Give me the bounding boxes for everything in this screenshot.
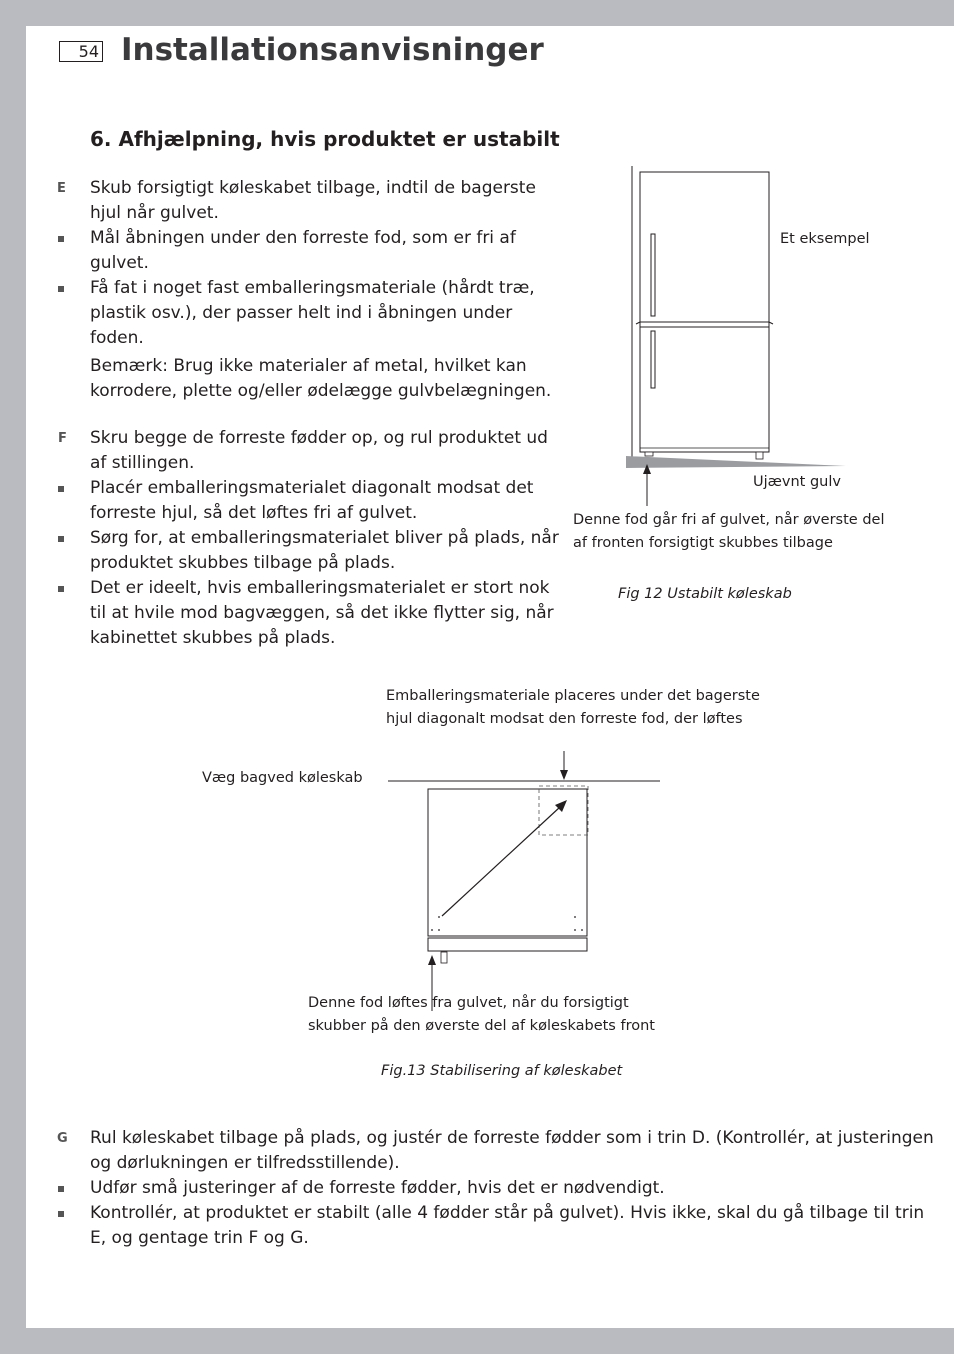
fridge-side-illustration <box>616 164 856 484</box>
packing-callout <box>386 685 806 731</box>
bullet-marker <box>58 1186 64 1192</box>
text-line: Det er ideelt, hvis emballeringsmaterialet er stort nok <box>90 578 550 598</box>
list-item <box>90 476 560 526</box>
step-e-text <box>90 176 560 226</box>
section-title: 6. Afhjælpning, hvis produktet er ustabilt <box>90 127 560 151</box>
text-line: Kontrollér, at produktet er stabilt (alle 4 fødder står på gulvet). Hvis ikke, skal du gå tilbage til trin <box>90 1203 925 1223</box>
text-line: Denne fod går fri af gulvet, når øverste del <box>573 512 885 528</box>
text-line: Sørg for, at emballeringsmaterialet bliver på plads, når <box>90 528 559 548</box>
note <box>90 354 570 404</box>
uneven-floor <box>626 456 846 468</box>
text-line: plastik osv.), der passer helt ind i åbningen under foden. <box>90 303 513 348</box>
text-line: Skru begge de forreste fødder op, og rul produktet ud <box>90 428 548 448</box>
text-line: af stillingen. <box>90 453 195 473</box>
step-letter-f: F <box>58 431 67 446</box>
bullet-marker <box>58 236 64 242</box>
list-item <box>90 276 570 351</box>
step-letter-e: E <box>57 181 66 196</box>
bullet-marker <box>58 586 64 592</box>
fig13-foot-callout <box>308 992 728 1038</box>
text-line: Denne fod løftes fra gulvet, når du forsigtigt <box>308 995 629 1011</box>
text-line: Skub forsigtigt køleskabet tilbage, indtil de bagerste <box>90 178 536 198</box>
step-letter-g: G <box>57 1131 68 1146</box>
text-line: hjul diagonalt modsat den forreste fod, der løftes <box>386 711 743 727</box>
text-line: forreste hjul, så det løftes fri af gulvet. <box>90 503 418 523</box>
list-item <box>90 576 570 651</box>
uneven-floor-label: Ujævnt gulv <box>753 474 841 490</box>
text-line: Udfør små justeringer af de forreste fødder, hvis det er nødvendigt. <box>90 1178 665 1198</box>
manual-page <box>26 26 954 1328</box>
fig13-caption: Fig.13 Stabilisering af køleskabet <box>381 1063 623 1079</box>
text-line: Emballeringsmateriale placeres under det bagerste <box>386 688 760 704</box>
bullet-marker <box>58 1211 64 1217</box>
list-item <box>90 1176 920 1201</box>
text-line: Rul køleskabet tilbage på plads, og justér de forreste fødder som i trin D. (Kontrollér, at justeringen <box>90 1128 934 1148</box>
text-line: Mål åbningen under den forreste fod, som er fri af <box>90 228 516 248</box>
text-line: E, og gentage trin F og G. <box>90 1228 309 1248</box>
text-line: gulvet. <box>90 253 149 273</box>
page-title: Installationsanvisninger <box>121 32 544 68</box>
fig12-foot-callout <box>573 509 903 555</box>
text-line: korrodere, plette og/eller ødelægge gulvbelægningen. <box>90 381 552 401</box>
list-item <box>90 226 560 276</box>
text-line: til at hvile mod bagvæggen, så det ikke flytter sig, når <box>90 603 554 623</box>
bullet-marker <box>58 486 64 492</box>
list-item <box>90 1201 925 1251</box>
bullet-marker <box>58 286 64 292</box>
step-g-text <box>90 1126 934 1176</box>
fig12-caption: Fig 12 Ustabilt køleskab <box>618 586 792 602</box>
text-line: Bemærk: Brug ikke materialer af metal, hvilket kan <box>90 356 527 376</box>
bullet-marker <box>58 536 64 542</box>
example-label: Et eksempel <box>780 231 870 247</box>
text-line: hjul når gulvet. <box>90 203 219 223</box>
step-f-text <box>90 426 560 476</box>
fridge-top-view-illustration <box>386 749 662 1019</box>
text-line: og dørlukningen er tilfredsstillende). <box>90 1153 400 1173</box>
list-item <box>90 526 570 576</box>
page-number: 54 <box>59 41 103 62</box>
text-line: Placér emballeringsmaterialet diagonalt modsat det <box>90 478 534 498</box>
text-line: Få fat i noget fast emballeringsmateriale (hårdt træ, <box>90 278 535 298</box>
text-line: skubber på den øverste del af køleskabets front <box>308 1018 655 1034</box>
text-line: produktet skubbes tilbage på plads. <box>90 553 396 573</box>
text-line: af fronten forsigtigt skubbes tilbage <box>573 535 833 551</box>
wall-label: Væg bagved køleskab <box>202 770 363 786</box>
text-line: kabinettet skubbes på plads. <box>90 628 336 648</box>
